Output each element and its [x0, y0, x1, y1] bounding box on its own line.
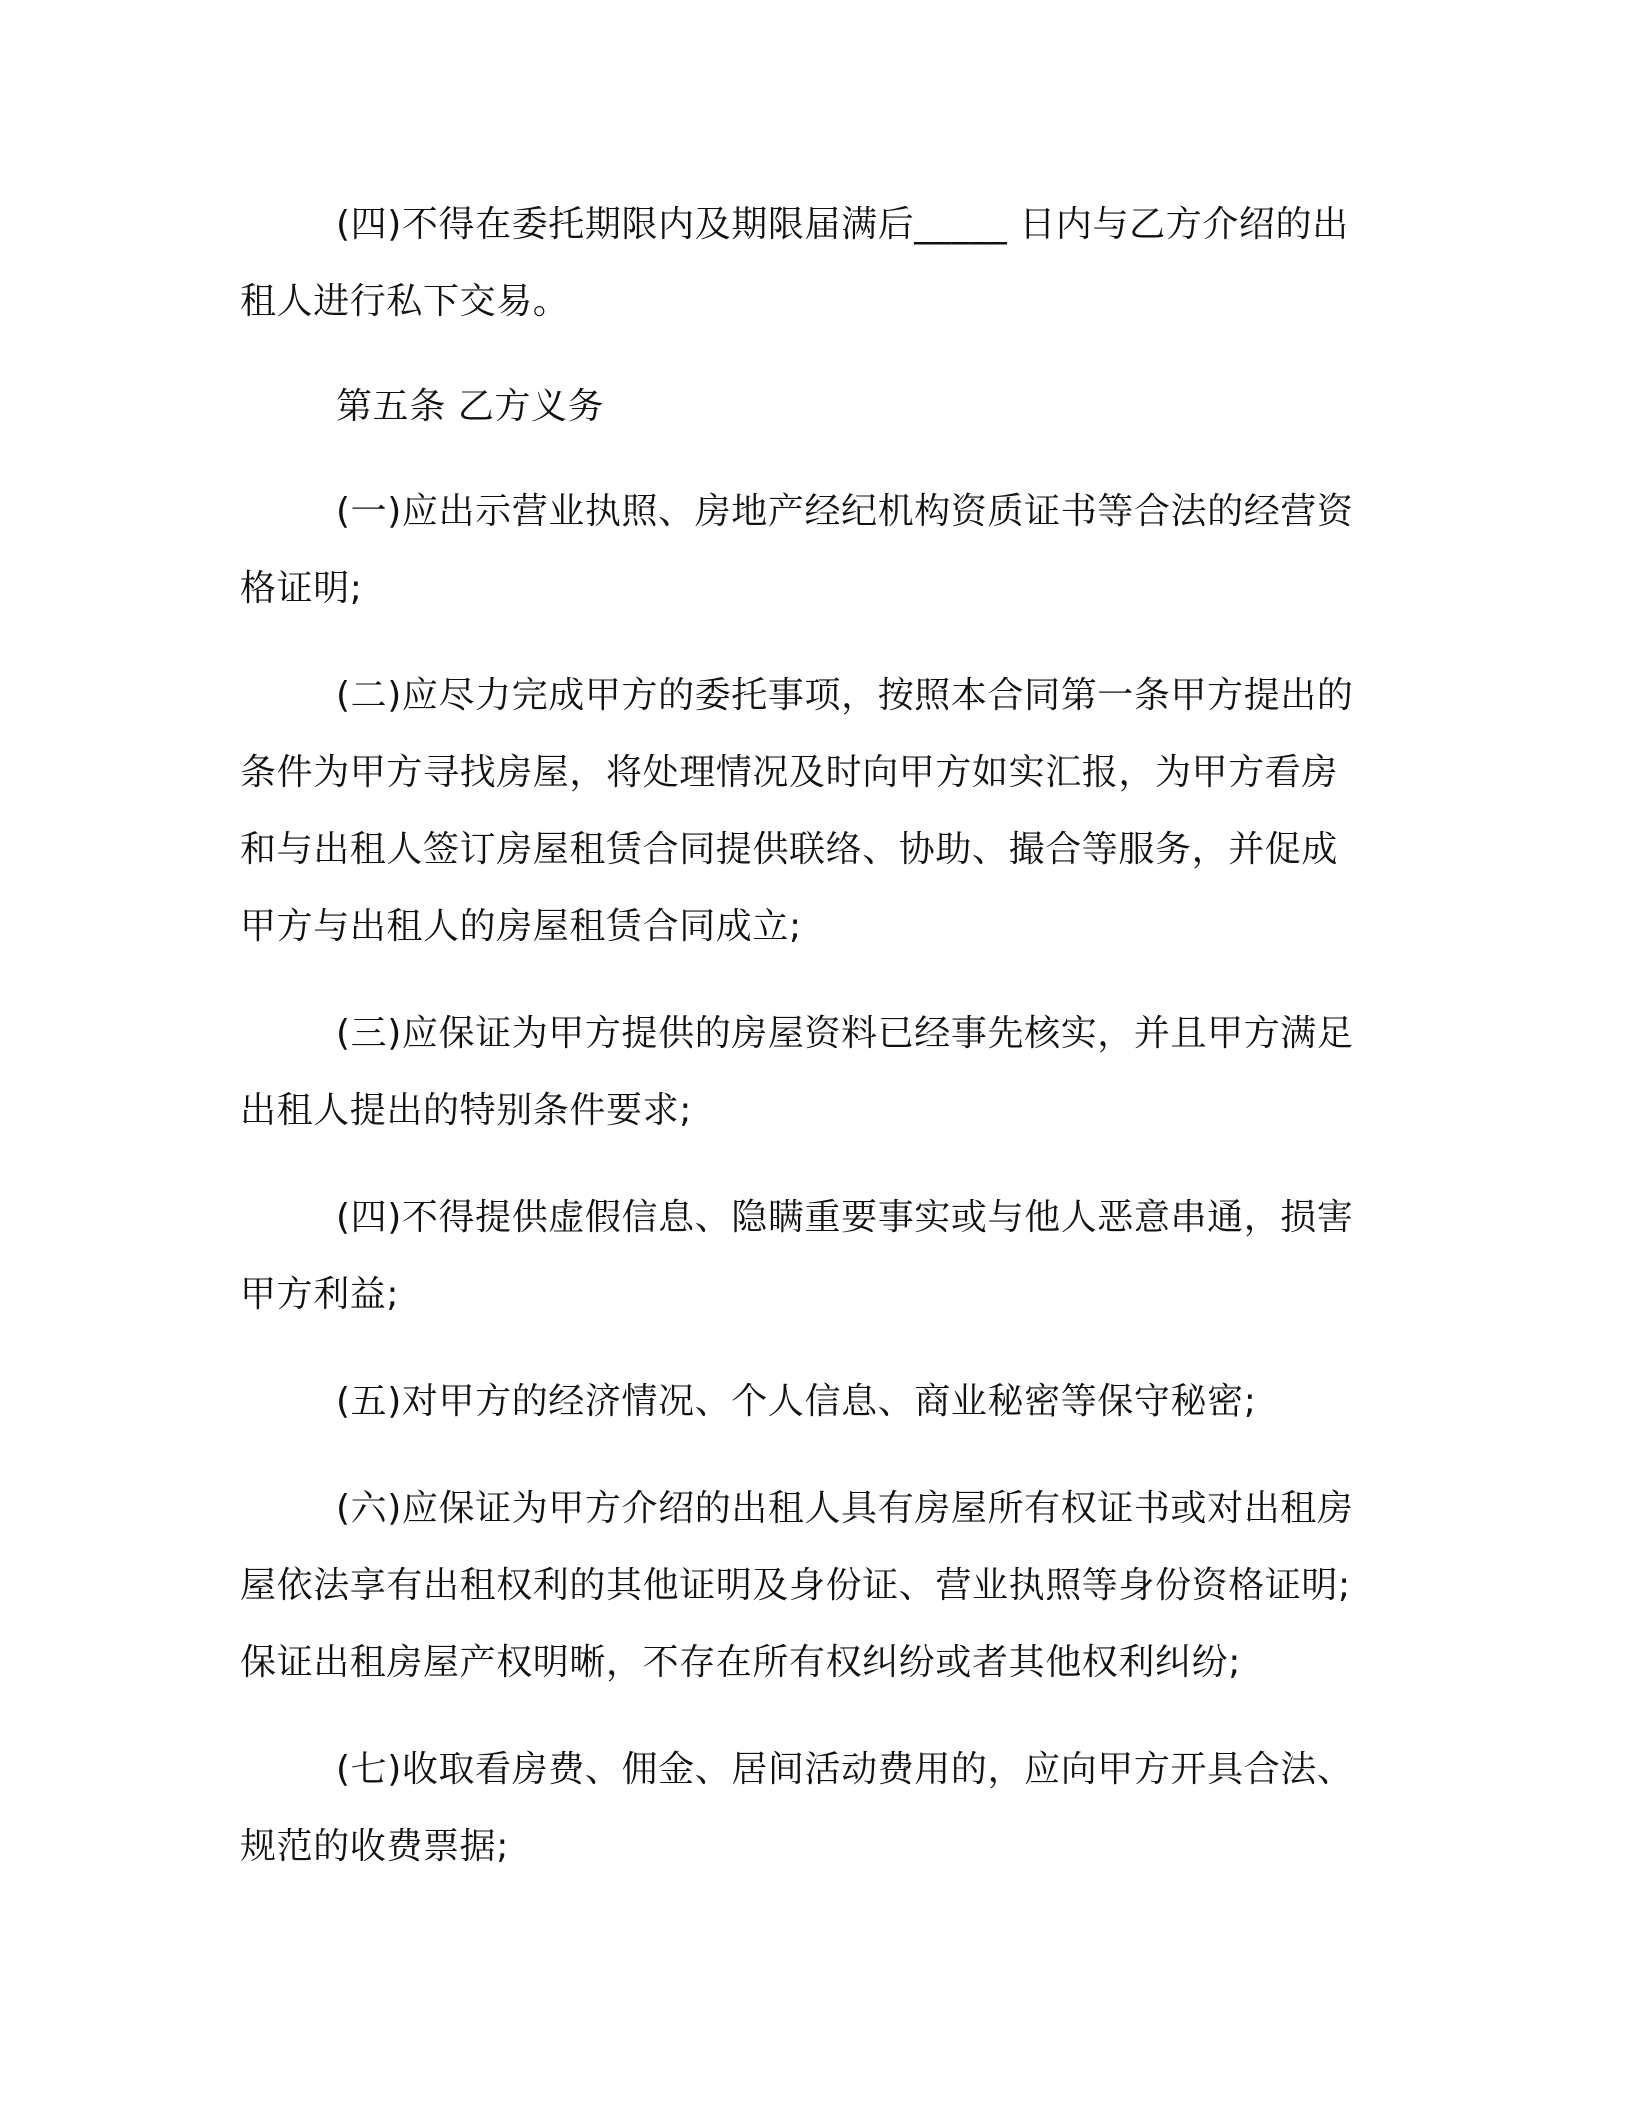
paragraph-spacer: [240, 627, 1370, 657]
document-body: [240, 186, 1370, 1885]
obligation-6: (六)应保证为甲方介绍的出租人具有房屋所有权证书或对出租房屋依法享有出租权利的其他证明及身份证、营业执照等身份资格证明;保证出租房屋产权明晰，不存在所有权纠纷或者其他权利纠纷;: [240, 1488, 1354, 1683]
paragraph-spacer: [240, 1701, 1370, 1731]
obligation-1: (一)应出示营业执照、房地产经纪机构资质证书等合法的经营资格证明;: [240, 491, 1354, 609]
paragraph-spacer: [240, 1333, 1370, 1363]
paragraph-4-private-trade: (四)不得在委托期限内及期限届满后_____ 日内与乙方介绍的出租人进行私下交易。: [240, 204, 1349, 322]
paragraph-spacer: [240, 340, 1370, 368]
paragraph-spacer: [240, 965, 1370, 995]
article-5-heading: 第五条 乙方义务: [336, 386, 605, 427]
obligation-4: (四)不得提供虚假信息、隐瞒重要事实或与他人恶意串通，损害甲方利益;: [240, 1197, 1354, 1315]
obligation-7: (七)收取看房费、佣金、居间活动费用的，应向甲方开具合法、规范的收费票据;: [240, 1749, 1354, 1867]
paragraph-spacer: [240, 1149, 1370, 1179]
obligation-5: (五)对甲方的经济情况、个人信息、商业秘密等保守秘密;: [336, 1381, 1257, 1422]
obligation-2: (二)应尽力完成甲方的委托事项，按照本合同第一条甲方提出的条件为甲方寻找房屋，将处理情况及时向甲方如实汇报，为甲方看房和与出租人签订房屋租赁合同提供联络、协助、撮合等服务，并促成甲方与出租人的房屋租赁合同成立;: [240, 675, 1354, 947]
obligation-3: (三)应保证为甲方提供的房屋资料已经事先核实，并且甲方满足出租人提出的特别条件要求;: [240, 1013, 1354, 1131]
paragraph-spacer: [240, 445, 1370, 473]
paragraph-spacer: [240, 1440, 1370, 1470]
